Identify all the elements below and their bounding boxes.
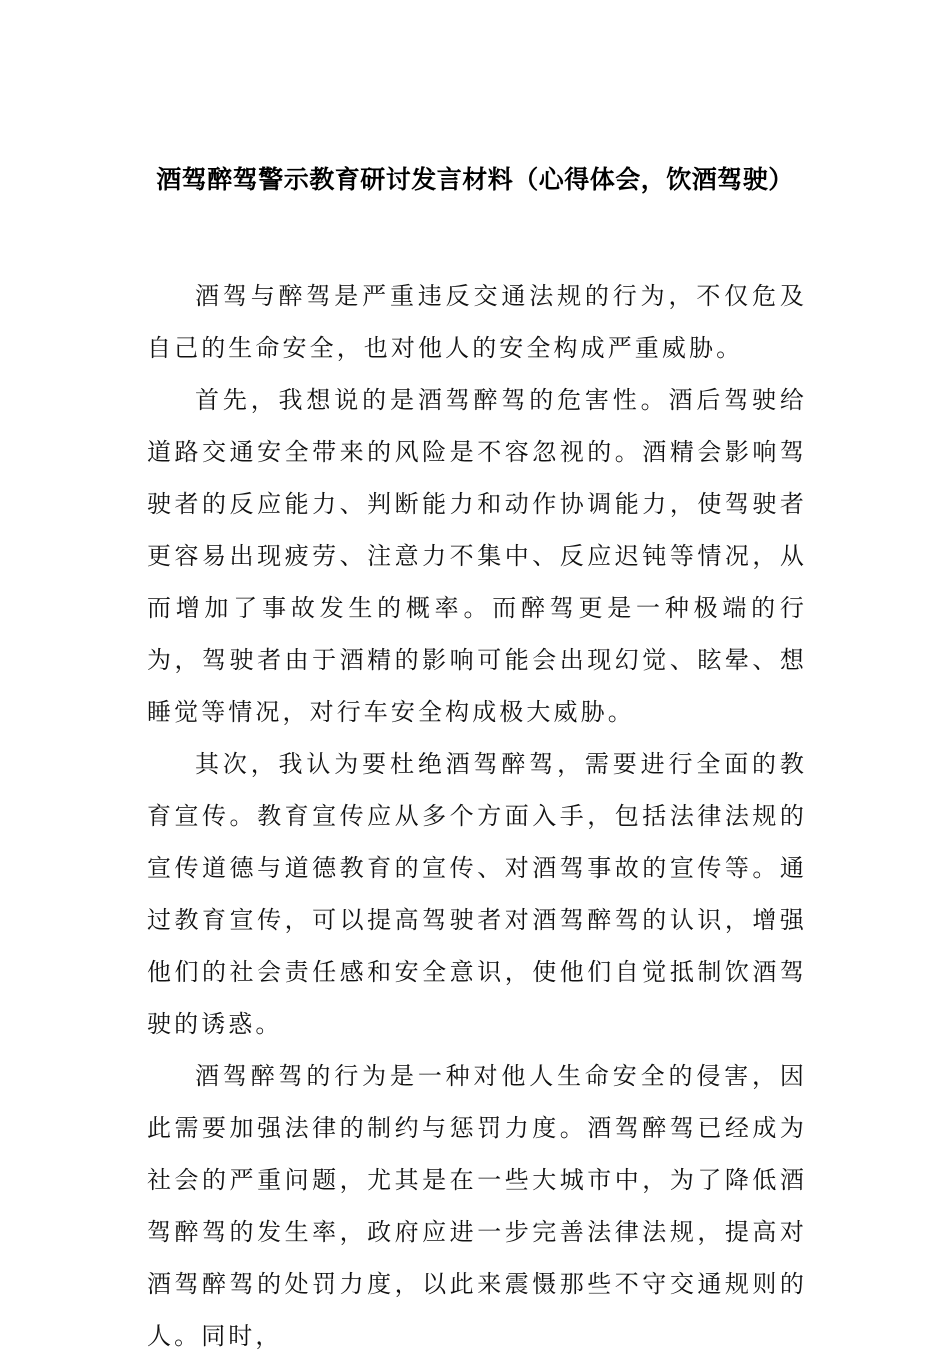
- paragraph: 其次，我认为要杜绝酒驾醉驾，需要进行全面的教育宣传。教育宣传应从多个方面入手，包括法律法规的宣传道德与道德教育的宣传、对酒驾事故的宣传等。通过教育宣传，可以提高驾驶者对酒驾醉驾的认识，增强他们的社会责任感和安全意识，使他们自觉抵制饮酒驾驶的诱惑。: [147, 750, 807, 1038]
- document-title: 酒驾醉驾警示教育研讨发言材料（心得体会，饮酒驾驶）: [156, 165, 794, 194]
- paragraph: 酒驾与醉驾是严重违反交通法规的行为，不仅危及自己的生命安全，也对他人的安全构成严重威胁。: [147, 282, 807, 362]
- paragraph: 酒驾醉驾的行为是一种对他人生命安全的侵害，因此需要加强法律的制约与惩罚力度。酒驾醉驾已经成为社会的严重问题，尤其是在一些大城市中，为了降低酒驾醉驾的发生率，政府应进一步完善法律法规，提高对酒驾醉驾的处罚力度，以此来震慑那些不守交通规则的人。同时，: [147, 1062, 807, 1350]
- document-body: [147, 270, 807, 1362]
- paragraph: 首先，我想说的是酒驾醉驾的危害性。酒后驾驶给道路交通安全带来的风险是不容忽视的。酒精会影响驾驶者的反应能力、判断能力和动作协调能力，使驾驶者更容易出现疲劳、注意力不集中、反应迟钝等情况，从而增加了事故发生的概率。而醉驾更是一种极端的行为，驾驶者由于酒精的影响可能会出现幻觉、眩晕、想睡觉等情况，对行车安全构成极大威胁。: [147, 386, 807, 726]
